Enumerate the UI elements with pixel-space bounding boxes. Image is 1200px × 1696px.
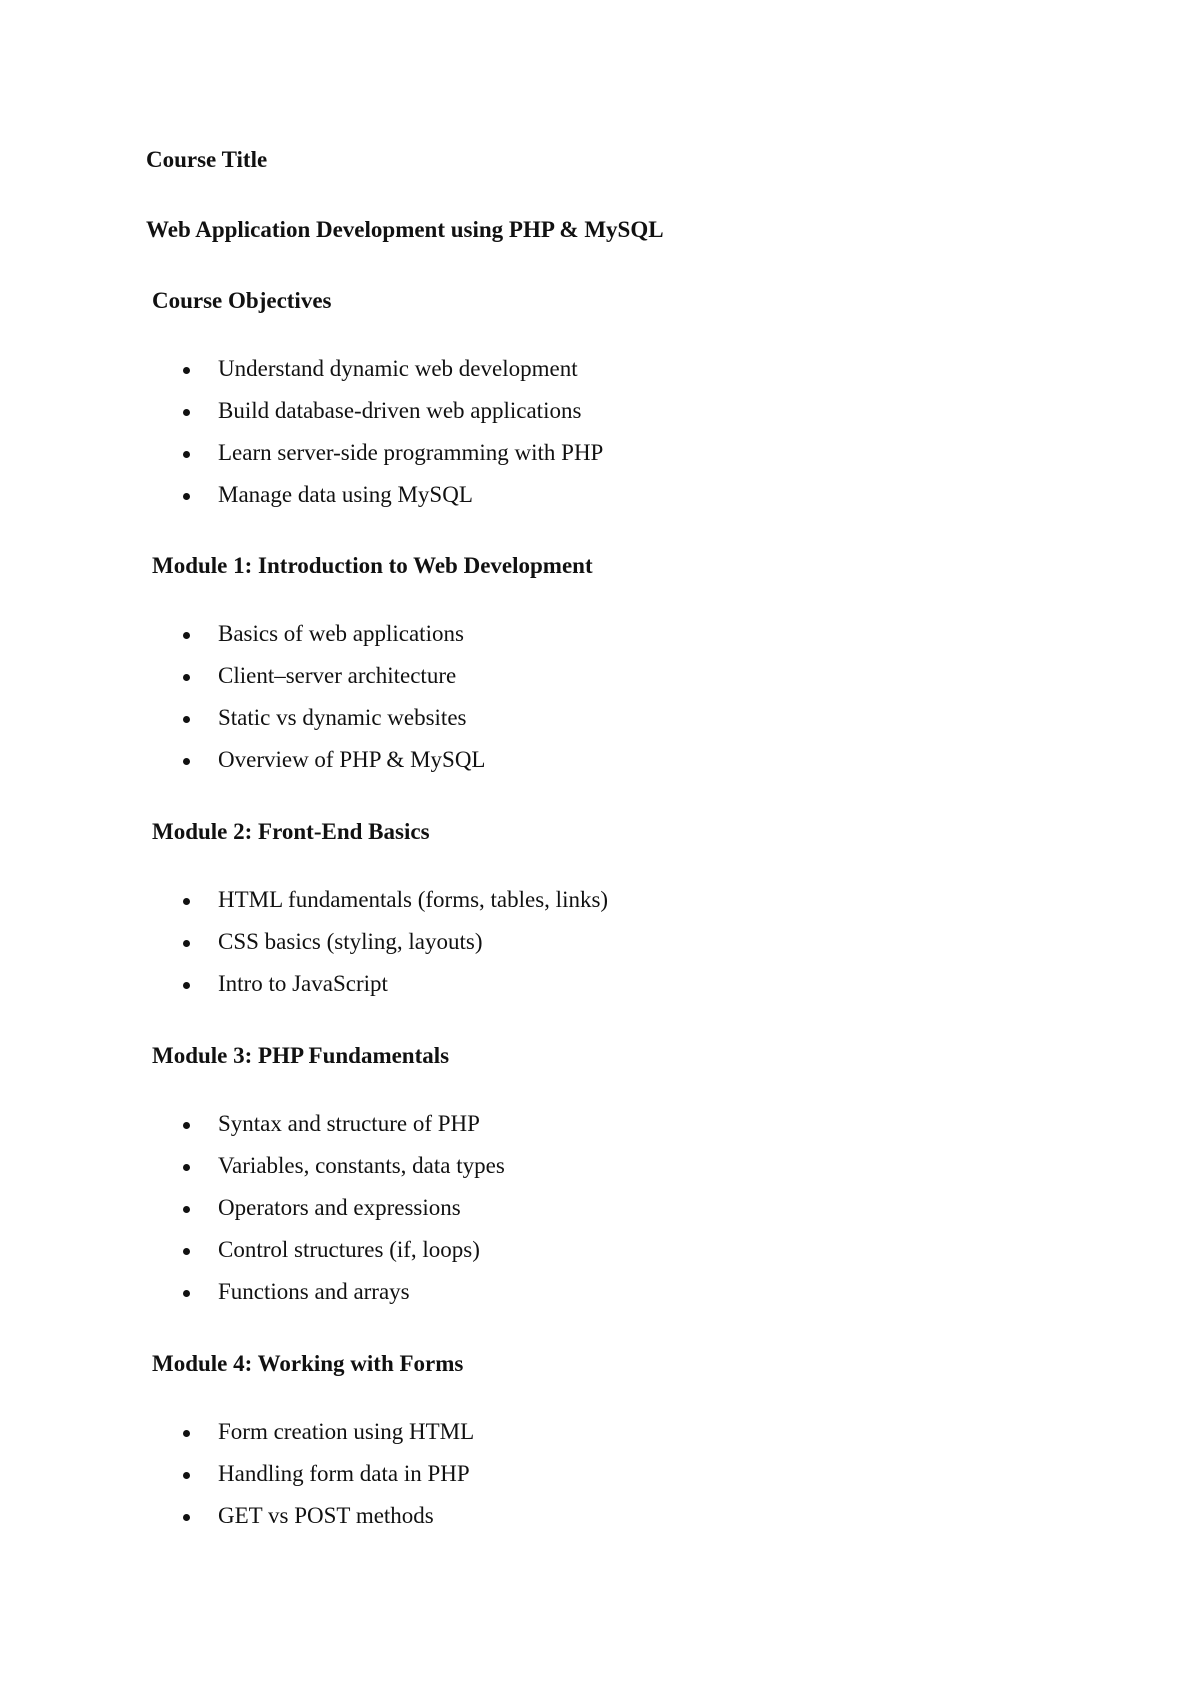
list-item [152,885,1052,927]
list-item-text: Overview of PHP & MySQL [218,747,486,772]
section-heading: Course Objectives [152,288,332,313]
section-course-objectives [152,286,1052,522]
list-item-text: Intro to JavaScript [218,971,388,996]
bullet-list [152,619,1052,787]
list-item [152,703,1052,745]
bullet-icon [183,716,190,723]
bullet-icon [183,451,190,458]
list-item-text: Operators and expressions [218,1195,461,1220]
bullet-icon [183,1514,190,1521]
section-module-2 [152,817,1052,1011]
course-title-label: Course Title [146,147,268,172]
list-item [152,354,1052,396]
list-item [152,1151,1052,1193]
section-module-4 [152,1349,1052,1543]
list-item-text: HTML fundamentals (forms, tables, links) [218,887,609,912]
bullet-icon [183,1290,190,1297]
bullet-icon [183,1472,190,1479]
list-item-text: Syntax and structure of PHP [218,1111,480,1136]
section-heading: Module 2: Front-End Basics [152,819,430,844]
bullet-icon [183,1248,190,1255]
list-item [152,1417,1052,1459]
bullet-icon [183,1122,190,1129]
bullet-icon [183,1430,190,1437]
bullet-icon [183,898,190,905]
list-item [152,661,1052,703]
list-item-text: Learn server-side programming with PHP [218,440,604,465]
list-item [152,1193,1052,1235]
list-item-text: CSS basics (styling, layouts) [218,929,483,954]
bullet-icon [183,367,190,374]
list-item-text: Basics of web applications [218,621,464,646]
list-item [152,1501,1052,1543]
section-module-3 [152,1041,1052,1319]
bullet-icon [183,758,190,765]
bullet-list [152,885,1052,1011]
course-name: Web Application Development using PHP & MySQL [146,217,664,242]
list-item [152,480,1052,522]
section-heading: Module 4: Working with Forms [152,1351,464,1376]
list-item [152,969,1052,1011]
list-item-text: Understand dynamic web development [218,356,578,381]
bullet-list [152,354,1052,522]
bullet-icon [183,940,190,947]
list-item [152,745,1052,787]
bullet-icon [183,1164,190,1171]
bullet-icon [183,409,190,416]
bullet-icon [183,674,190,681]
list-item-text: Variables, constants, data types [218,1153,505,1178]
list-item-text: Control structures (if, loops) [218,1237,480,1262]
list-item-text: Functions and arrays [218,1279,410,1304]
list-item [152,1277,1052,1319]
list-item [152,619,1052,661]
list-item-text: Handling form data in PHP [218,1461,470,1486]
section-module-1 [152,551,1052,787]
list-item-text: Form creation using HTML [218,1419,475,1444]
bullet-list [152,1417,1052,1543]
list-item-text: Static vs dynamic websites [218,705,467,730]
list-item-text: GET vs POST methods [218,1503,434,1528]
section-heading: Module 1: Introduction to Web Development [152,553,593,578]
list-item [152,1235,1052,1277]
list-item [152,438,1052,480]
list-item-text: Manage data using MySQL [218,482,473,507]
bullet-icon [183,1206,190,1213]
bullet-list [152,1109,1052,1319]
list-item [152,1459,1052,1501]
bullet-icon [183,493,190,500]
bullet-icon [183,632,190,639]
list-item [152,1109,1052,1151]
list-item [152,396,1052,438]
section-heading: Module 3: PHP Fundamentals [152,1043,450,1068]
list-item-text: Client–server architecture [218,663,457,688]
bullet-icon [183,982,190,989]
list-item-text: Build database-driven web applications [218,398,582,423]
list-item [152,927,1052,969]
